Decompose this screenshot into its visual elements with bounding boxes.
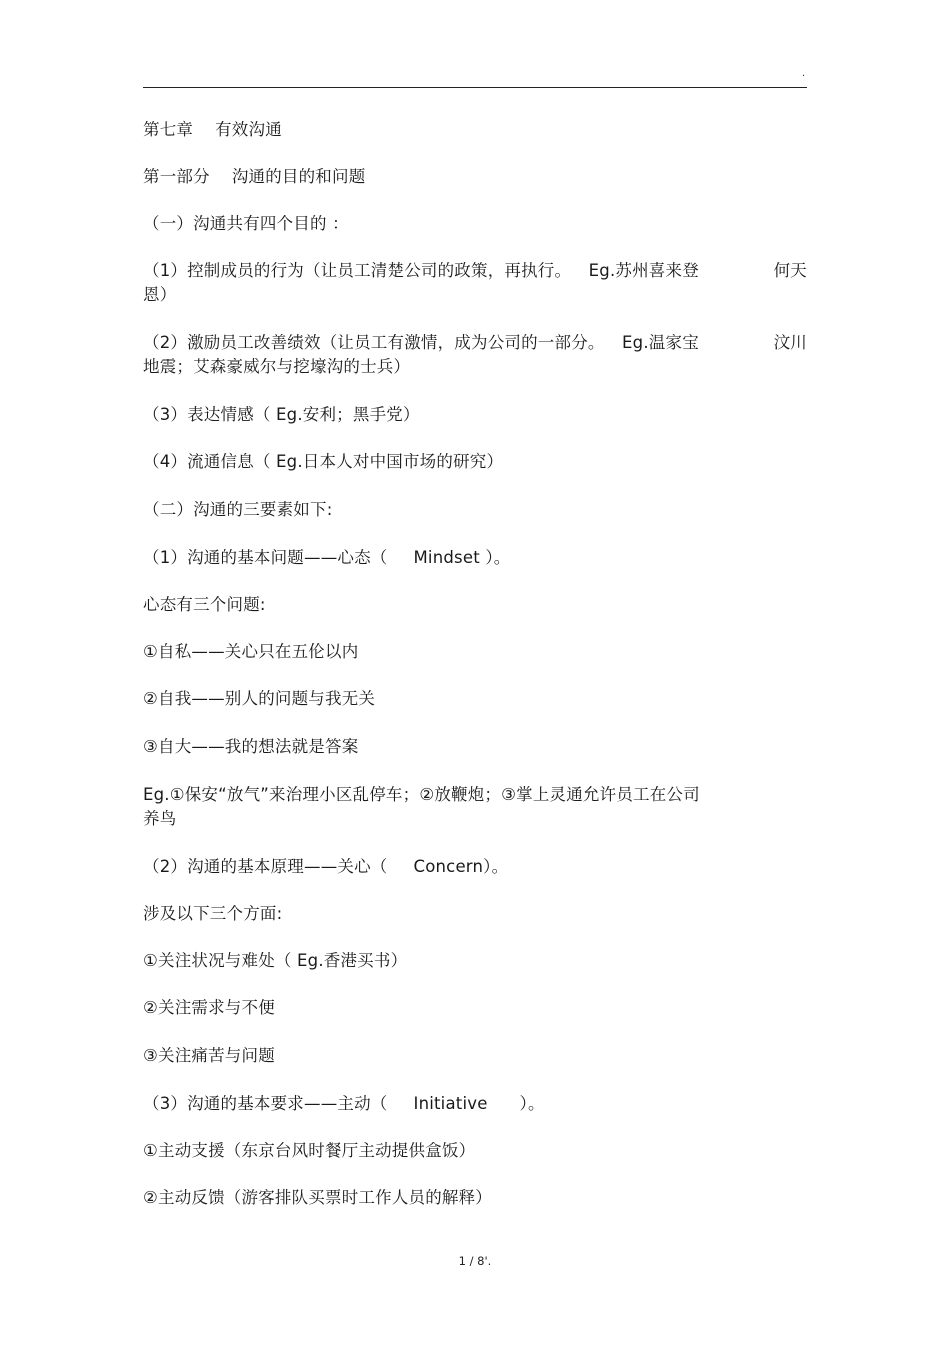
element-1-term: Mindset ）。 [413,548,511,567]
initiative-item-2: ②主动反馈（游客排队买票时工作人员的解释） [143,1188,492,1207]
element-1-text: （1）沟通的基本问题——心态（ [143,548,388,567]
mindset-item-1: ①自私——关心只在五伦以内 [143,642,359,661]
purpose-item-4: （4）流通信息（ Eg.日本人对中国市场的研究） [143,452,504,471]
purpose-item-1-cont: 恩） [143,285,177,304]
elements-heading: （二）沟通的三要素如下: [143,500,333,519]
mindset-item-2: ②自我——别人的问题与我无关 [143,689,376,708]
purpose-item-2-text: （2）激励员工改善绩效（让员工有激情，成为公司的一部分。 [143,333,611,352]
part-name: 沟通的目的和问题 [231,167,366,186]
chapter-number: 第七章 [143,120,194,139]
concern-item-1: ①关注状况与难处（ Eg.香港买书） [143,951,408,970]
chapter-name: 有效沟通 [215,120,282,139]
mindset-item-3: ③自大——我的想法就是答案 [143,737,359,756]
element-3-text: （3）沟通的基本要求——主动（ [143,1094,388,1113]
chapter-title [143,118,807,142]
mindset-intro: 心态有三个问题: [143,595,266,614]
part-title [143,165,807,189]
mindset-examples-line1: Eg.①保安“放气”来治理小区乱停车；②放鞭炮；③掌上灵通允许员工在公司 [143,785,700,804]
element-2-term: Concern）。 [413,857,509,876]
purpose-item-1-text: （1）控制成员的行为（让员工清楚公司的政策，再执行。 [143,261,577,280]
part-number: 第一部分 [143,167,210,186]
header-corner-mark: . [802,68,806,79]
mindset-examples [143,783,807,831]
purpose-item-1 [143,259,807,307]
concern-item-3: ③关注痛苦与问题 [143,1046,275,1065]
purpose-item-2 [143,331,807,379]
purpose-item-3: （3）表达情感（ Eg.安利；黑手党） [143,405,420,424]
concern-intro: 涉及以下三个方面: [143,904,283,923]
element-2 [143,855,807,879]
element-1 [143,546,807,570]
concern-item-2: ②关注需求与不便 [143,998,275,1017]
element-3 [143,1092,807,1116]
page-number: 1 / 8'. [458,1254,492,1268]
element-3-term: Initiative [413,1094,488,1113]
purpose-item-1-eg: Eg.苏州喜来登 [588,261,699,280]
purpose-heading: （一）沟通共有四个目的 ： [143,214,349,233]
mindset-examples-line2: 养鸟 [143,809,177,828]
element-3-end: ）。 [519,1094,545,1113]
element-2-text: （2）沟通的基本原理——关心（ [143,857,388,876]
purpose-item-2-eg: Eg.温家宝 [622,333,699,352]
purpose-item-2-cont: 地震；艾森豪威尔与挖壕沟的士兵） [143,357,411,376]
initiative-item-1: ①主动支援（东京台风时餐厅主动提供盒饭） [143,1141,476,1160]
purpose-item-2-end: 汶川 [773,333,807,352]
header-rule [143,87,807,88]
purpose-item-1-end: 何天 [773,261,807,280]
